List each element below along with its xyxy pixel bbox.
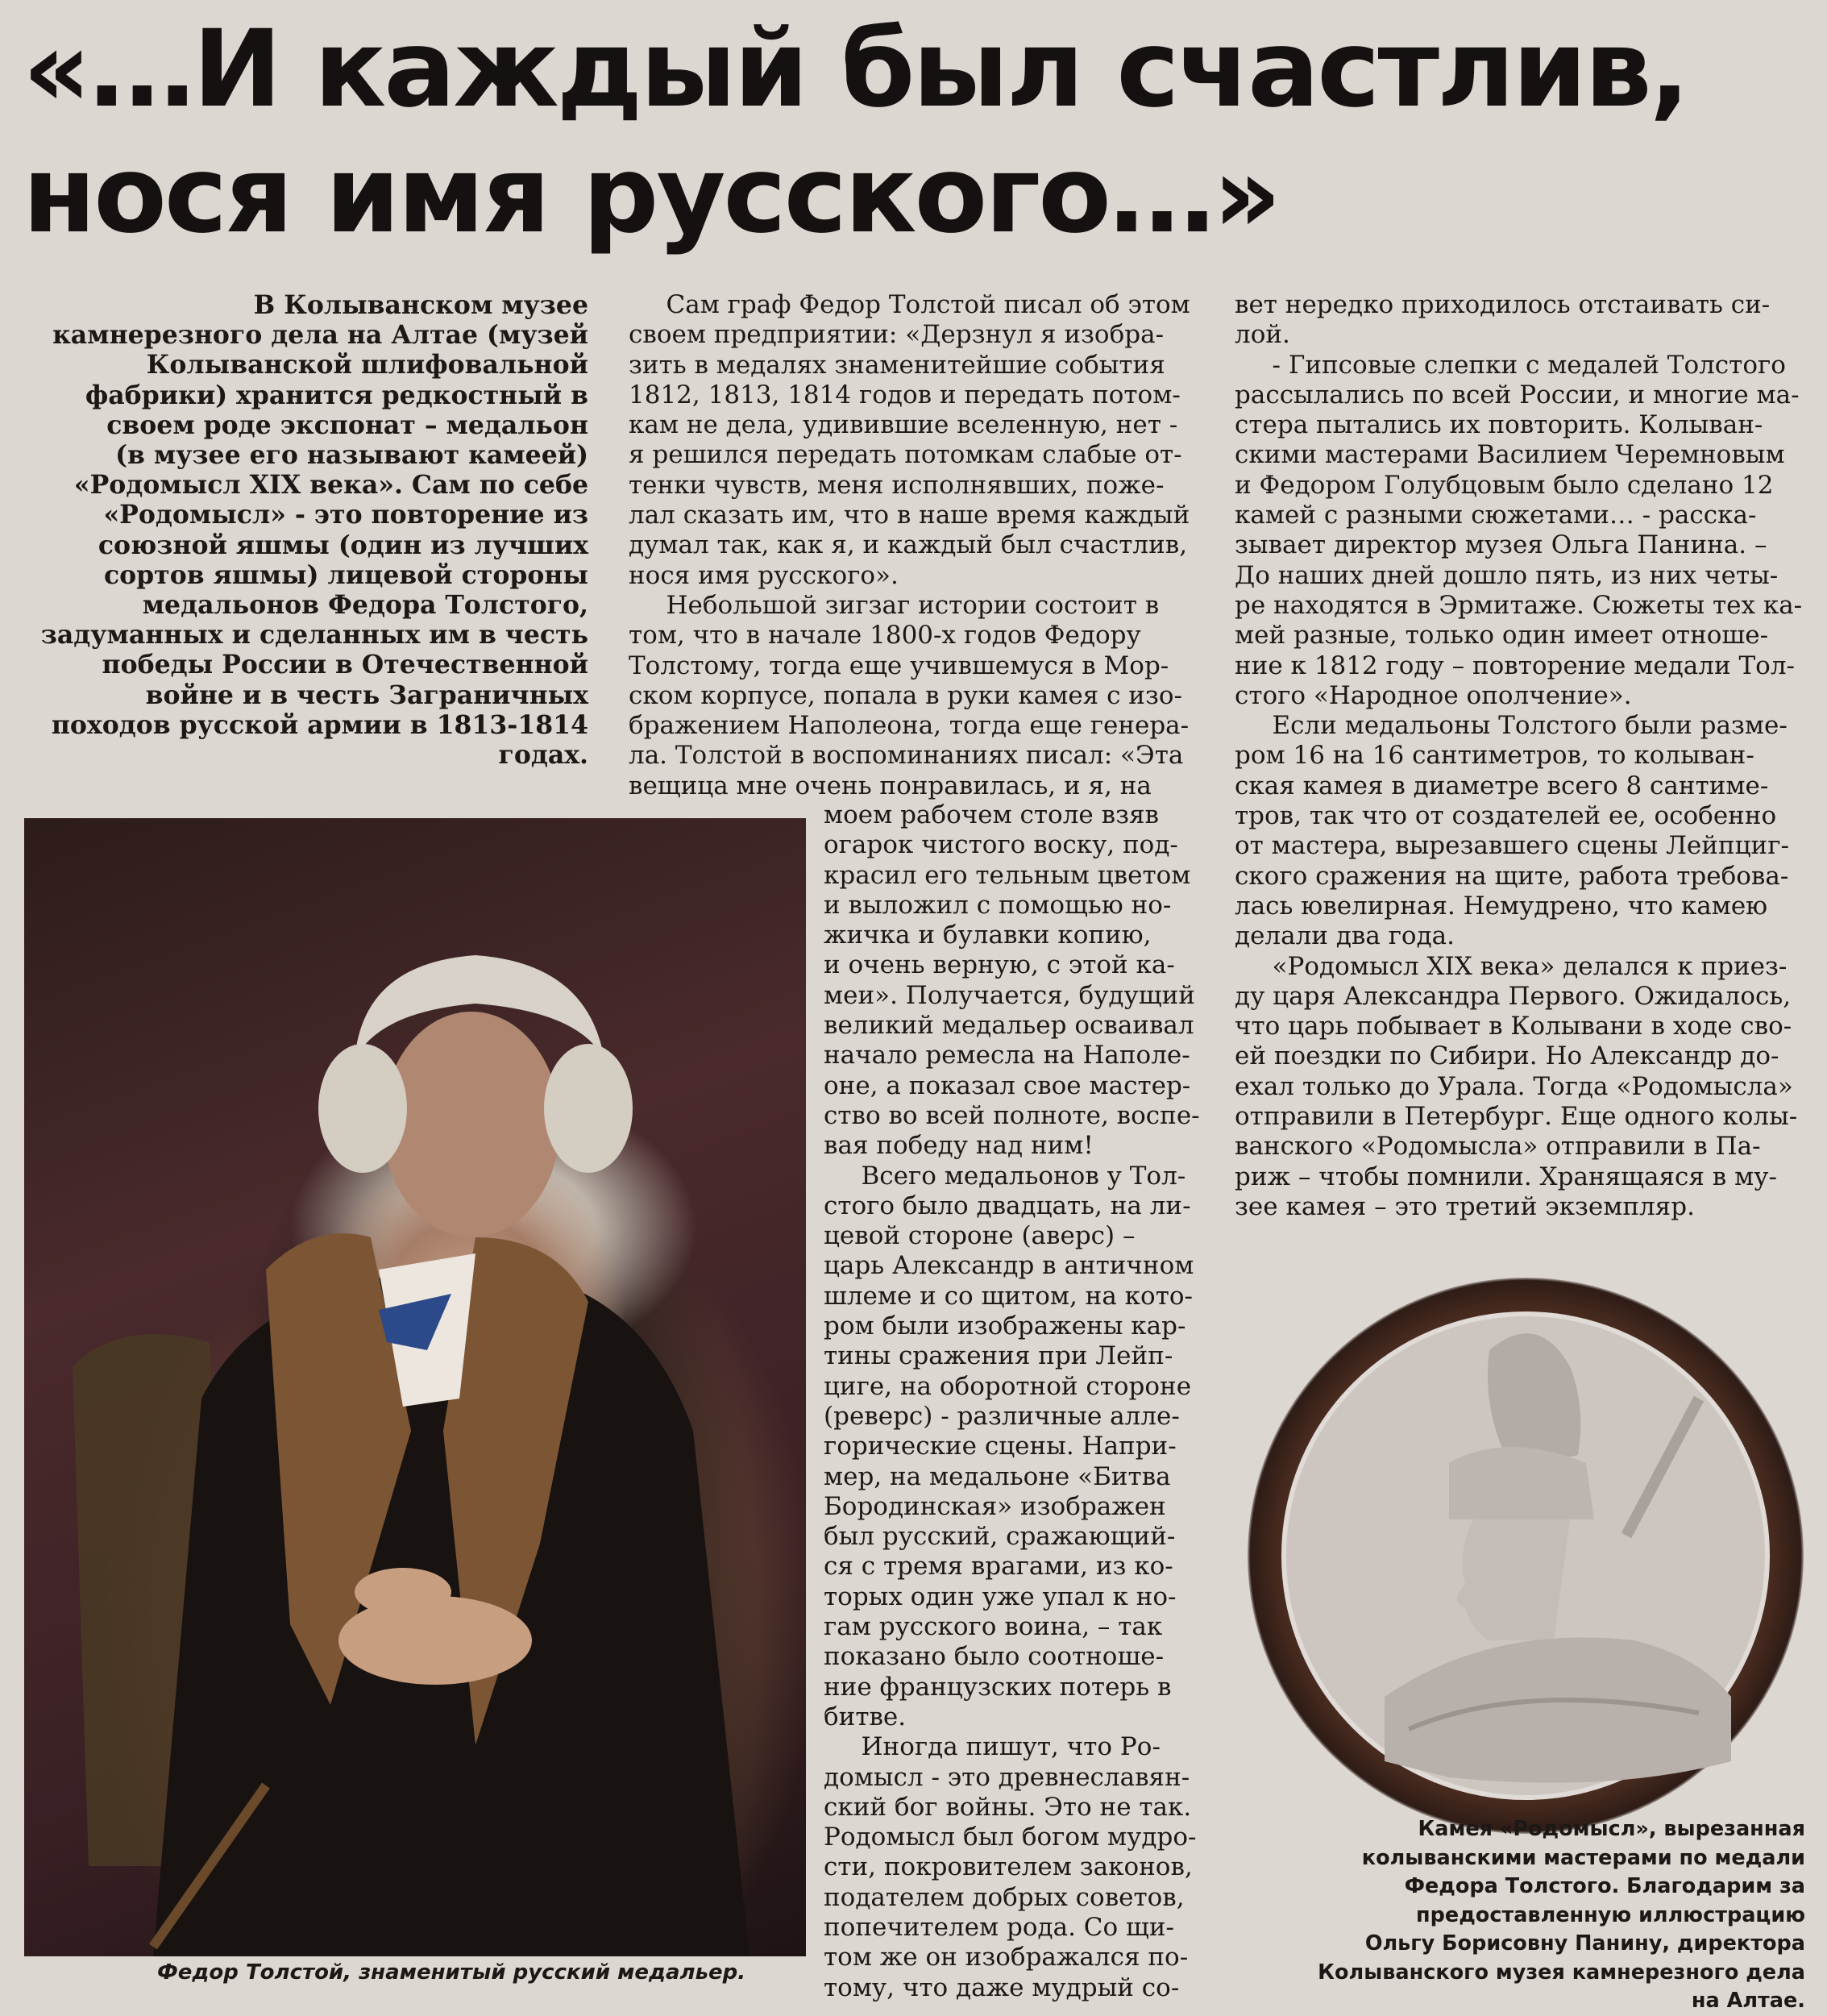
lead-line: медальонов Федора Толстого, — [142, 590, 588, 621]
column-3-line: лой. — [1235, 320, 1290, 350]
column-2-narrow-line: тому, что даже мудрый со- — [824, 1972, 1180, 2002]
column-3-line: и Федором Голубцовым было сделано 12 — [1235, 470, 1774, 500]
lead-line: победы России в Отечественной — [102, 650, 588, 680]
column-3-line: ей поездки по Сибири. Но Александр до- — [1235, 1041, 1779, 1071]
column-3-line: от мастера, вырезавшего сцены Лейпциг- — [1235, 831, 1789, 861]
column-2-narrow-line: битве. — [824, 1702, 907, 1731]
column-3-line: риж – чтобы помнили. Хранящаяся в му- — [1235, 1162, 1777, 1191]
column-2-narrow-line: ство во всей полноте, воспе- — [824, 1100, 1200, 1130]
column-2-narrow-line: показано было соотноше- — [824, 1642, 1165, 1672]
column-2-line: том, что в начале 1800-х годов Федору — [629, 621, 1141, 651]
portrait-illustration — [24, 818, 806, 1956]
column-3-line: скими мастерами Василием Черемновым — [1235, 440, 1785, 470]
column-2-narrow-line: ский бог войны. Это не так. — [824, 1792, 1192, 1822]
portrait-caption: Федор Толстой, знаменитый русский медальер. — [157, 1960, 746, 1985]
column-2-top — [629, 290, 1190, 801]
headline-line-1: «…И каждый был счастлив, — [23, 7, 1688, 131]
cameo-medallion-photo — [1248, 1278, 1804, 1834]
medallion-caption-line: Ольгу Борисовну Панину, директора — [1364, 1931, 1805, 1956]
column-3-line: лась ювелирная. Немудрено, что камею — [1235, 891, 1768, 921]
column-2-narrow-line: подателем добрых советов, — [824, 1882, 1185, 1912]
column-3-line: «Родомысл XIX века» делался к приез- — [1235, 951, 1788, 981]
column-2-line: я решился передать потомкам слабые от- — [629, 440, 1182, 470]
column-2-narrow-line: домысл - это древнеславян- — [824, 1762, 1190, 1792]
column-2-narrow-line: том же он изображался по- — [824, 1943, 1189, 1972]
column-2-narrow-line: торых один уже упал к но- — [824, 1582, 1177, 1611]
column-2-narrow-line: был русский, сражающий- — [824, 1522, 1176, 1552]
column-2-narrow-line: и выложил с помощью но- — [824, 890, 1172, 920]
medallion-caption-line: Камея «Родомысл», вырезанная — [1418, 1817, 1805, 1841]
column-2-narrow-line: Иногда пишут, что Ро- — [824, 1732, 1161, 1762]
lead-line: «Родомысл XIX века». Сам по себе — [73, 470, 588, 501]
column-3-line: зее камея – это третий экземпляр. — [1235, 1191, 1695, 1221]
column-3-line: ского сражения на щите, работа требова- — [1235, 861, 1789, 891]
column-2-narrow-line: жичка и булавки копию, — [824, 921, 1152, 950]
column-2-narrow-line: тины сражения при Лейп- — [824, 1341, 1173, 1371]
column-2-narrow-line: гам русского воина, – так — [824, 1612, 1163, 1642]
lead-line: камнерезного дела на Алтае (музей — [52, 320, 588, 351]
column-2-narrow-line: красил его тельным цветом — [824, 860, 1191, 890]
column-2-narrow-line: ся с тремя врагами, из ко- — [824, 1552, 1173, 1582]
column-2-narrow-line: Бородинская» изображен — [824, 1491, 1166, 1521]
column-3-line: Если медальоны Толстого были разме- — [1235, 711, 1788, 741]
column-2-line: своем предприятии: «Дерзнул я изобра- — [629, 320, 1165, 350]
column-2-line: думал так, как я, и каждый был счастлив, — [629, 530, 1188, 560]
column-3-line: рассылались по всей России, и многие ма- — [1235, 380, 1800, 409]
column-2-line: 1812, 1813, 1814 годов и передать потом- — [629, 380, 1181, 409]
column-3-line: - Гипсовые слепки с медалей Толстого — [1235, 350, 1786, 380]
column-2-line: лал сказать им, что в наше время каждый — [629, 501, 1190, 530]
column-2-narrow-line: горические сцены. Напри- — [824, 1432, 1177, 1461]
column-2-line: Сам граф Федор Толстой писал об этом — [629, 290, 1190, 319]
column-3 — [1235, 290, 1802, 1222]
column-2-narrow-line: Родомысл был богом мудро- — [824, 1823, 1197, 1852]
column-2-line: Толстому, тогда еще учившемуся в Мор- — [629, 651, 1169, 680]
column-3-line: отправили в Петербург. Еще одного колы- — [1235, 1102, 1798, 1132]
column-2-line: бражением Наполеона, тогда еще генера- — [629, 711, 1190, 741]
column-3-line: ехал только до Урала. Тогда «Родомысла» — [1235, 1071, 1793, 1101]
column-2-narrow-line: ром были изображены кар- — [824, 1311, 1186, 1341]
medallion-caption-line: колыванскими мастерами по медали — [1361, 1845, 1805, 1870]
lead-line: войне и в честь Заграничных — [145, 680, 588, 710]
lead-line: «Родомысл» - это повторение из — [103, 500, 588, 530]
lead-line: (в музее его называют камеей) — [115, 440, 588, 471]
column-3-line: тров, так что от создателей ее, особенно — [1235, 801, 1777, 831]
column-2-narrow-line: (реверс) - различные алле- — [824, 1401, 1180, 1431]
column-2-narrow-line: меи». Получается, будущий — [824, 980, 1195, 1010]
medallion-caption — [1241, 1815, 1805, 2016]
column-2-narrow-line: моем рабочем столе взяв — [824, 800, 1159, 829]
column-2-line: тенки чувств, меня исполнявших, поже- — [629, 470, 1165, 500]
column-3-line: стера пытались их повторить. Колыван- — [1235, 410, 1763, 440]
column-3-line: ду царя Александра Первого. Ожидалось, — [1235, 981, 1792, 1011]
lead-line: сортов яшмы) лицевой стороны — [103, 559, 588, 590]
column-3-line: мей разные, только один имеет отноше- — [1235, 621, 1769, 651]
medallion-caption-line: Федора Толстого. Благодарим за — [1404, 1874, 1805, 1898]
headline-line-2: нося имя русского…» — [23, 133, 1280, 257]
column-2-line: зить в медалях знаменитейшие события — [629, 350, 1165, 380]
column-2-narrow-line: оне, а показал свое мастер- — [824, 1070, 1191, 1100]
cameo-illustration — [1248, 1278, 1804, 1834]
column-2-narrow-line: царь Александр в античном — [824, 1251, 1194, 1281]
column-2-narrow-line: цевой стороне (аверс) – — [824, 1221, 1136, 1251]
column-2-narrow — [824, 800, 1200, 2003]
column-3-line: До наших дней дошло пять, из них четы- — [1235, 560, 1779, 590]
column-2-line: кам не дела, удивившие вселенную, нет - — [629, 410, 1178, 440]
column-2-narrow-line: и очень верную, с этой ка- — [824, 950, 1175, 980]
column-2-narrow-line: сти, покровителем законов, — [824, 1852, 1193, 1882]
column-3-line: ре находятся в Эрмитаже. Сюжеты тех ка- — [1235, 590, 1803, 620]
column-2-narrow-line: Всего медальонов у Тол- — [824, 1161, 1186, 1191]
column-2-narrow-line: огарок чистого воску, под- — [824, 830, 1178, 860]
lead-line: Колыванской шлифовальной — [146, 350, 588, 380]
column-2-narrow-line: вая победу над ним! — [824, 1131, 1094, 1161]
column-2-narrow-line: начало ремесла на Наполе- — [824, 1041, 1190, 1070]
lead-line: походов русской армии в 1813-1814 — [51, 709, 588, 740]
lead-line: союзной яшмы (один из лучших — [98, 530, 588, 560]
column-2-narrow-line: циге, на оборотной стороне — [824, 1371, 1192, 1401]
medallion-caption-line: предоставленную иллюстрацию — [1416, 1902, 1805, 1927]
column-3-line: делали два года. — [1235, 921, 1455, 951]
column-2-narrow-line: попечителем рода. Со щи- — [824, 1912, 1174, 1942]
column-2-narrow-line: стого было двадцать, на ли- — [824, 1191, 1191, 1220]
portrait-photo — [24, 818, 806, 1956]
column-3-line: зывает директор музея Ольга Панина. – — [1235, 530, 1767, 560]
column-3-line: ская камея в диаметре всего 8 сантиме- — [1235, 771, 1769, 800]
column-3-line: ванского «Родомысла» отправили в Па- — [1235, 1132, 1761, 1162]
column-3-line: стого «Народное ополчение». — [1235, 680, 1632, 710]
column-2-line: ла. Толстой в воспоминаниях писал: «Эта — [629, 741, 1184, 771]
column-2-narrow-line: великий медальер осваивал — [824, 1011, 1194, 1041]
lead-line: годах. — [498, 740, 588, 771]
column-3-line: ром 16 на 16 сантиметров, то колыван- — [1235, 741, 1754, 771]
lead-line: своем роде экспонат – медальон — [106, 409, 588, 440]
column-2-narrow-line: ние французских потерь в — [824, 1672, 1172, 1702]
lead-paragraph — [16, 290, 588, 770]
headline — [23, 6, 1820, 258]
column-2-line: нося имя русского». — [629, 560, 899, 590]
column-2-line: Небольшой зигзаг истории состоит в — [629, 590, 1160, 620]
column-2-narrow-line: шлеме и со щитом, на кото- — [824, 1281, 1194, 1311]
lead-line: В Колыванском музее — [253, 290, 588, 320]
lead-line: фабрики) хранится редкостный в — [85, 380, 588, 410]
medallion-caption-line: Колыванского музея камнерезного дела — [1318, 1960, 1805, 1985]
column-2-line: вещица мне очень понравилась, и я, на — [629, 771, 1152, 800]
column-2-narrow-line: мер, на медальоне «Битва — [824, 1461, 1171, 1491]
column-3-line: камей с разными сюжетами… - расска- — [1235, 501, 1757, 530]
column-3-line: ние к 1812 году – повторение медали Тол- — [1235, 651, 1795, 680]
medallion-caption-line: на Алтае. — [1691, 1989, 1805, 2013]
lead-line: задуманных и сделанных им в честь — [40, 620, 588, 651]
column-3-line: что царь побывает в Колывани в ходе сво- — [1235, 1012, 1792, 1041]
column-3-line: вет нередко приходилось отстаивать си- — [1235, 290, 1771, 319]
column-2-line: ском корпусе, попала в руки камея с изо- — [629, 680, 1182, 710]
